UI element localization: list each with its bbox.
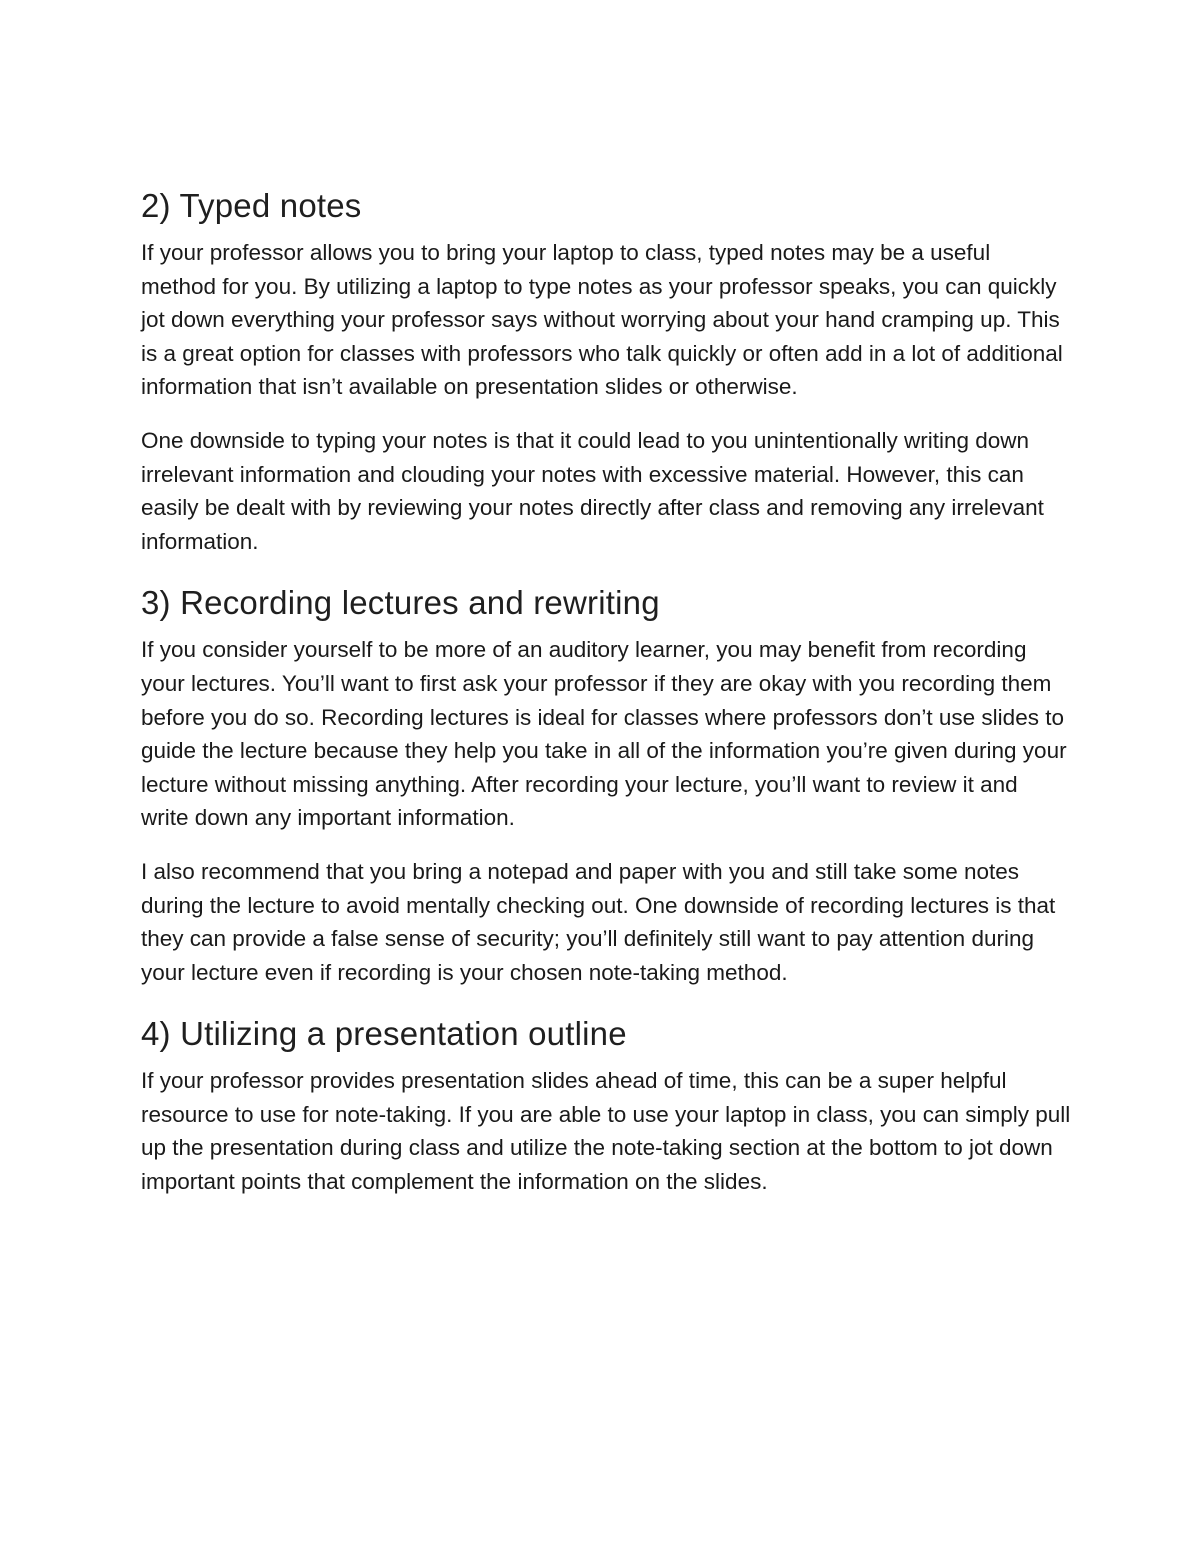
section-recording-lectures: [141, 581, 1071, 989]
paragraph: I also recommend that you bring a notepad and paper with you and still take some notes during the lecture to avoid mentally checking out. One downside of recording lectures is that they can provide a false sense of security; you’ll definitely still want to pay attention during your lecture even if recording is your chosen note-taking method.: [141, 858, 1056, 985]
section-heading: 2) Typed notes: [141, 187, 362, 224]
paragraph: If you consider yourself to be more of an auditory learner, you may benefit from recording your lectures. You’ll want to first ask your professor if they are okay with you recording them before you do so. Recording lectures is ideal for classes where professors don’t use slides to guide the lecture because they help you take in all of the information you’re given during your lecture without missing anything. After recording your lecture, you’ll want to review it and write down any important information.: [141, 637, 1067, 831]
section-presentation-outline: [141, 1012, 1071, 1198]
document-body: [141, 184, 1071, 1222]
paragraph: If your professor allows you to bring your laptop to class, typed notes may be a useful method for you. By utilizing a laptop to type notes as your professor speaks, you can quickly jot down everything your professor says without worrying about your hand cramping up. This is a great option for classes with professors who talk quickly or often add in a lot of additional information that isn’t available on presentation slides or otherwise.: [141, 240, 1063, 400]
section-heading: 4) Utilizing a presentation outline: [141, 1015, 627, 1053]
paragraph: One downside to typing your notes is that it could lead to you unintentionally writing down irrelevant information and clouding your notes with excessive material. However, this can easily be dealt with by reviewing your notes directly after class and removing any irrelevant information.: [141, 427, 1044, 554]
paragraph: If your professor provides presentation slides ahead of time, this can be a super helpful resource to use for note-taking. If you are able to use your laptop in class, you can simply pull up the presentation during class and utilize the note-taking section at the bottom to jot down important points that complement the information on the slides.: [141, 1068, 1071, 1195]
section-heading: 3) Recording lectures and rewriting: [141, 584, 660, 622]
section-typed-notes: [141, 184, 1071, 558]
